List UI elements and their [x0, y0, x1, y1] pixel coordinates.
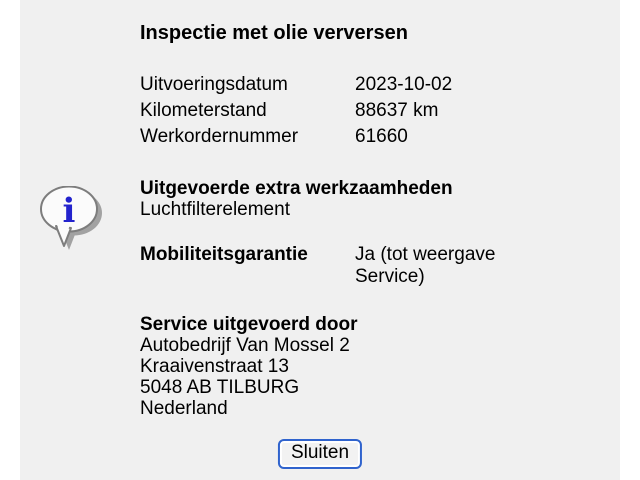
detail-value-mileage: 88637 km	[355, 100, 439, 121]
extra-work-item: Luchtfilterelement	[140, 199, 290, 220]
service-provider-city: 5048 AB TILBURG	[140, 377, 300, 398]
detail-value-workorder: 61660	[355, 126, 408, 147]
service-record-panel	[20, 0, 620, 480]
detail-value-date: 2023-10-02	[355, 74, 453, 95]
detail-label-workorder: Werkordernummer	[140, 126, 299, 147]
table-row	[140, 124, 524, 150]
close-button[interactable]: Sluiten	[278, 439, 362, 469]
service-provider-street: Kraaivenstraat 13	[140, 356, 289, 377]
service-provider-name: Autobedrijf Van Mossel 2	[140, 335, 350, 356]
mobility-guarantee-value: Ja (tot weergave Service)	[355, 244, 496, 287]
mobility-guarantee-label: Mobiliteitsgarantie	[140, 244, 308, 265]
extra-work-section	[140, 178, 524, 220]
service-details-table	[140, 72, 524, 150]
mobility-guarantee-row	[140, 244, 524, 288]
service-record-content	[140, 22, 524, 419]
detail-label-date: Uitvoeringsdatum	[140, 74, 288, 95]
info-balloon-icon	[40, 186, 110, 254]
detail-label-mileage: Kilometerstand	[140, 100, 267, 121]
service-provider-country: Nederland	[140, 398, 228, 419]
table-row	[140, 98, 524, 124]
table-row	[140, 72, 524, 98]
page-title: Inspectie met olie verversen	[140, 22, 408, 44]
service-provider-section	[140, 314, 524, 419]
service-provider-heading: Service uitgevoerd door	[140, 314, 358, 335]
svg-text:i: i	[62, 191, 76, 231]
extra-work-heading: Uitgevoerde extra werkzaamheden	[140, 178, 453, 199]
